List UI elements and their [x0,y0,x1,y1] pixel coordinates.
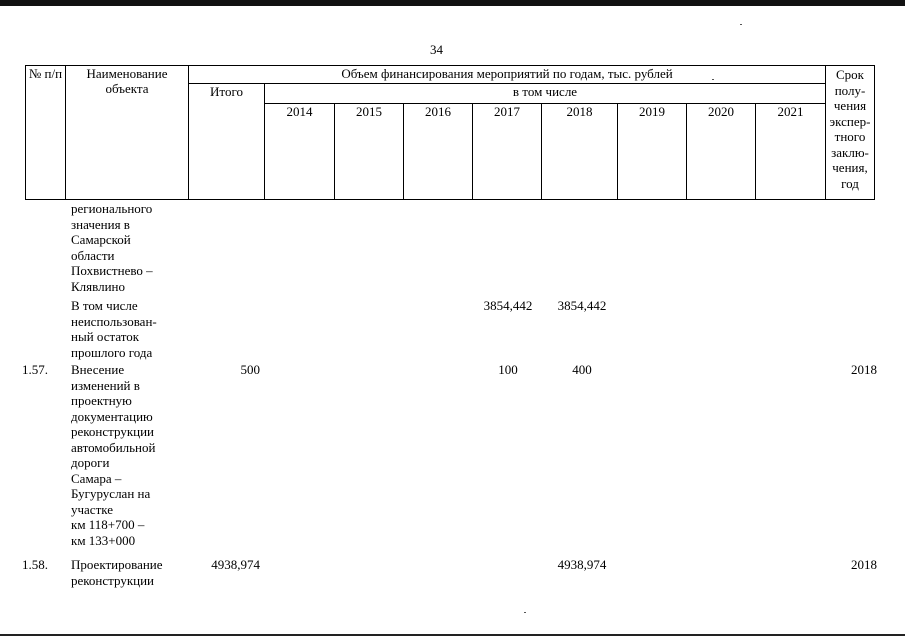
row-name: регионального значения в Самарской области Похвистнево – Клявлино [71,201,153,294]
header-no: № п/п [26,66,66,200]
bottom-border [0,634,905,636]
row-total: 4938,974 [211,557,260,572]
row-total: 500 [240,362,260,377]
page-number: 34 [430,42,443,57]
scan-speck [740,24,742,25]
row-term: 2018 [851,362,877,377]
header-year-2018: 2018 [542,104,618,200]
header-in-that: в том числе [265,84,826,104]
row-value-2018: 400 [572,362,592,377]
table-header [25,65,875,200]
header-year-2014: 2014 [265,104,335,200]
row-term: 2018 [851,557,877,572]
row-value-2017: 100 [498,362,518,377]
header-volume: Объем финансирования мероприятий по годам, тыс. рублей [189,66,826,84]
row-value-2018: 3854,442 [557,298,607,313]
row-number: 1.58. [22,557,48,572]
row-value-2018: 4938,974 [557,557,607,572]
header-term: Срок полу- чения экспер- тного заклю- чения, год [826,66,875,200]
header-year-2019: 2019 [618,104,687,200]
row-name: В том числе неиспользован- ный остаток прошлого года [71,298,157,360]
header-name: Наименование объекта [66,66,189,200]
header-year-2015: 2015 [335,104,404,200]
header-year-2020: 2020 [687,104,756,200]
scan-speck [712,79,714,80]
row-number: 1.57. [22,362,48,377]
header-total: Итого [189,84,265,200]
scan-speck [524,612,526,613]
row-name: Внесение изменений в проектную документацию реконструкции автомобильной дороги Самара – Бугуруслан на участке км 118+700 – км 133+000 [71,362,156,548]
row-value-2017: 3854,442 [483,298,533,313]
row-name: Проектирование реконструкции [71,557,163,588]
header-year-2021: 2021 [756,104,826,200]
header-year-2017: 2017 [473,104,542,200]
header-year-2016: 2016 [404,104,473,200]
top-border [0,0,905,6]
